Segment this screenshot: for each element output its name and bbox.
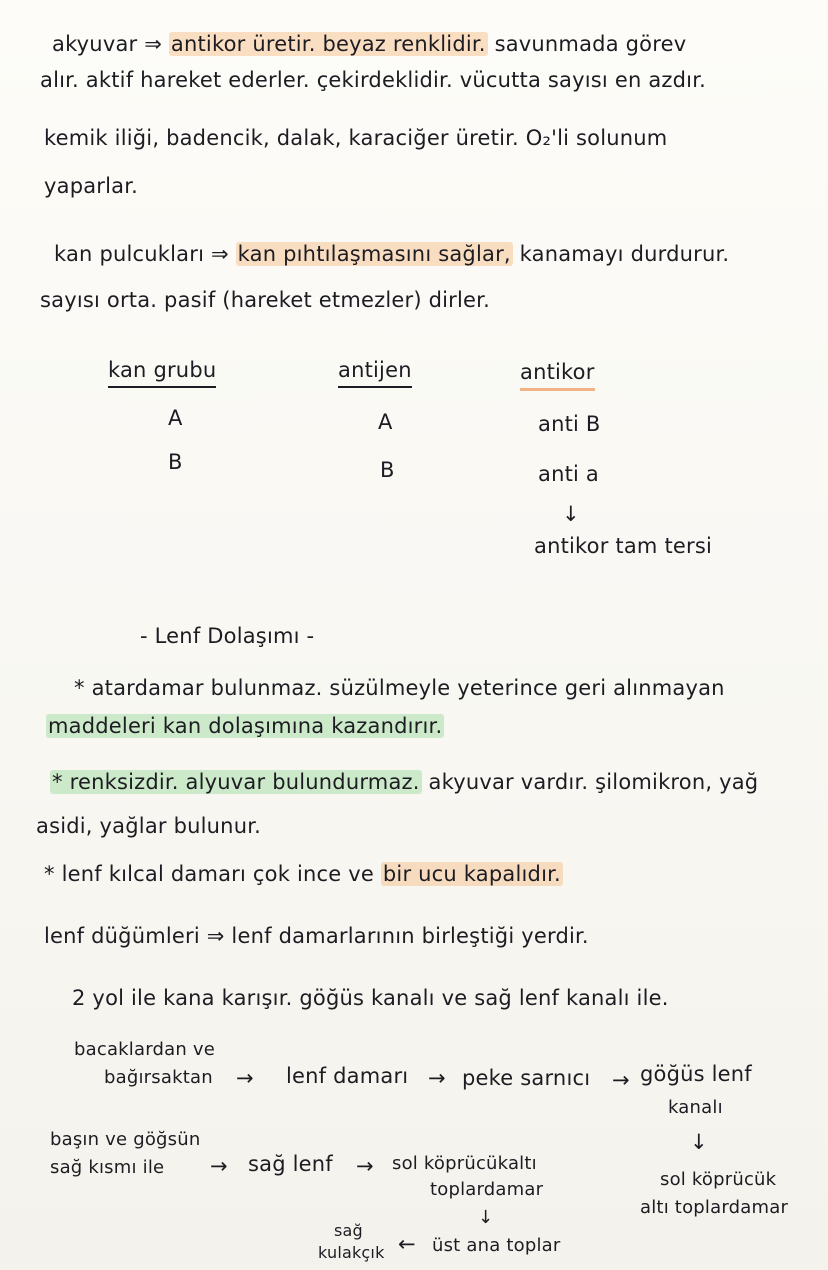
table-header-kan-grubu: kan grubu	[108, 356, 216, 388]
table-cell: anti a	[538, 462, 599, 486]
lenf-line-6: lenf düğümleri ⇒ lenf damarlarının birleştiği yerdir.	[44, 924, 589, 948]
table-cell: B	[168, 450, 183, 474]
flow-node-gogus-lenf: kanalı	[668, 1097, 723, 1118]
flow-node-ust-ana-toplar: üst ana toplar	[432, 1235, 561, 1256]
text: savunmada görev	[494, 32, 687, 56]
table-header-antijen: antijen	[338, 356, 412, 388]
flow-node-gogus-lenf: göğüs lenf	[640, 1062, 752, 1086]
akyuvar-line-4: yaparlar.	[44, 174, 139, 198]
flow-source-2: sağ kısmı ile	[50, 1157, 165, 1178]
lenf-line-3	[50, 768, 758, 796]
flow-source-1: bacaklardan ve	[74, 1039, 216, 1060]
flow-source-1: bağırsaktan	[104, 1067, 213, 1088]
right-arrow-icon: →	[356, 1154, 374, 1178]
pulcuk-term: kan pulcukları ⇒	[54, 242, 229, 266]
flow-source-2: başın ve göğsün	[50, 1129, 201, 1150]
flow-node-sag-kulakcik: kulakçık	[318, 1243, 385, 1262]
akyuvar-line-2: alır. aktif hareket ederler. çekirdeklidir. vücutta sayısı en azdır.	[40, 68, 706, 92]
pulcuk-line-2: sayısı orta. pasif (hareket etmezler) dirler.	[40, 288, 490, 312]
right-arrow-icon: →	[428, 1066, 446, 1090]
table-cell: A	[168, 406, 183, 430]
right-arrow-icon: →	[210, 1154, 228, 1178]
right-arrow-icon: →	[236, 1066, 254, 1090]
akyuvar-term: akyuvar ⇒	[52, 32, 163, 56]
table-cell: A	[378, 410, 393, 434]
highlight-text: maddeleri kan dolaşımına kazandırır.	[48, 714, 443, 738]
lenf-line-2	[46, 712, 444, 740]
highlight-text: * renksizdir. alyuvar bulundurmaz.	[52, 770, 420, 794]
akyuvar-line-3: kemik iliği, badencik, dalak, karaciğer üretir. O₂'li solunum	[44, 126, 668, 150]
right-arrow-icon: →	[612, 1068, 630, 1092]
lenf-line-4: asidi, yağlar bulunur.	[36, 814, 261, 838]
down-arrow-icon: ↓	[478, 1207, 494, 1228]
text: akyuvar vardır. şilomikron, yağ	[428, 770, 759, 794]
table-note: antikor tam tersi	[534, 534, 713, 558]
table-cell: anti B	[538, 412, 601, 436]
flow-node-sol-koprucuk: altı toplardamar	[640, 1197, 789, 1218]
text: * lenf kılcal damarı çok ince ve	[44, 862, 374, 886]
flow-node-sag-lenf: sağ lenf	[248, 1152, 333, 1176]
left-arrow-icon: ←	[398, 1232, 416, 1256]
flow-node-lenf-damari: lenf damarı	[286, 1064, 409, 1088]
table-cell: B	[380, 458, 395, 482]
table-header-antikor: antikor	[520, 358, 595, 391]
lenf-line-5	[44, 860, 563, 888]
flow-node-sol-koprucukalti: toplardamar	[430, 1179, 544, 1200]
lenf-line-7: 2 yol ile kana karışır. göğüs kanalı ve sağ lenf kanalı ile.	[72, 986, 669, 1010]
flow-node-peke-sarnici: peke sarnıcı	[462, 1066, 591, 1090]
flow-node-sol-koprucuk: sol köprücük	[660, 1169, 777, 1190]
highlight-text: kan pıhtılaşmasını sağlar,	[237, 242, 511, 266]
text: kanamayı durdurur.	[519, 242, 730, 266]
highlight-text: antikor üretir. beyaz renklidir.	[170, 32, 486, 56]
akyuvar-line-1	[52, 30, 686, 58]
down-arrow-icon: ↓	[690, 1130, 708, 1154]
flow-node-sol-koprucukalti: sol köprücükaltı	[392, 1153, 537, 1174]
lenf-line-1: * atardamar bulunmaz. süzülmeyle yeterince geri alınmayan	[74, 676, 725, 700]
flow-node-sag-kulakcik: sağ	[334, 1221, 363, 1240]
down-arrow-icon: ↓	[562, 502, 580, 526]
highlight-text: bir ucu kapalıdır.	[382, 862, 561, 886]
section-title: - Lenf Dolaşımı -	[140, 624, 315, 648]
pulcuk-line-1	[54, 240, 729, 268]
